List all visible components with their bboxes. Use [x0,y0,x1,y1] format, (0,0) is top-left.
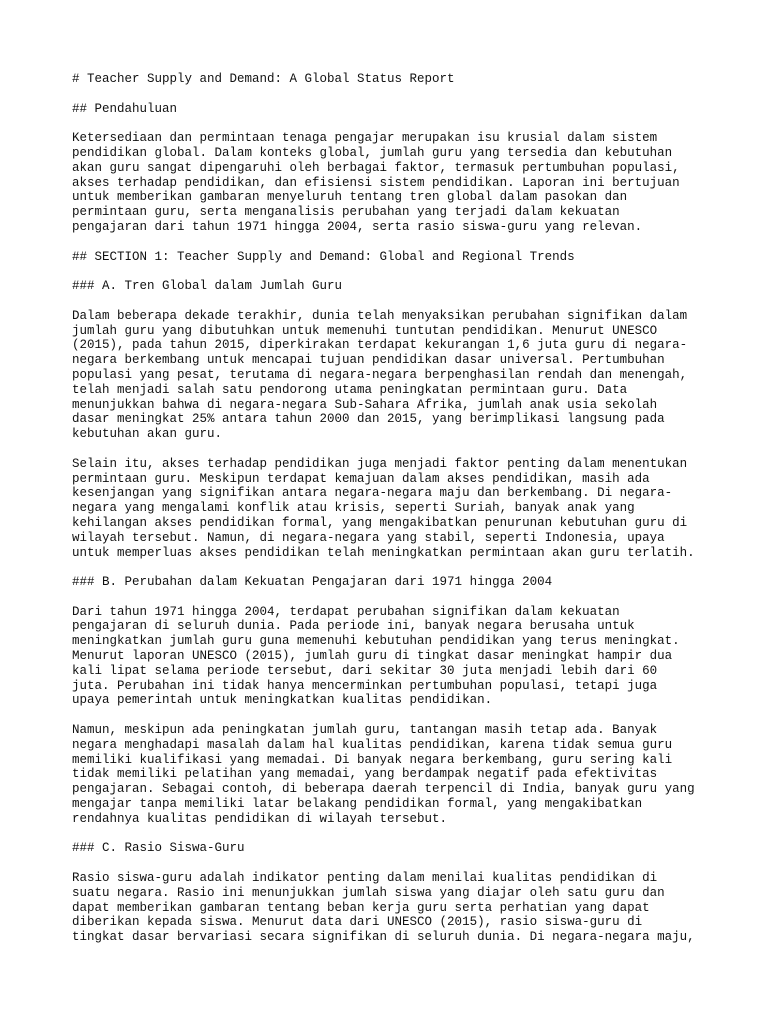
subsection-a-paragraph-2: Selain itu, akses terhadap pendidikan juga menjadi faktor penting dalam menentukan permintaan guru. Meskipun terdapat kemajuan dalam akses pendidikan, masih ada kesenjangan yang signifikan antara negara-negara maju dan berkembang. Di negara- negara yang mengalami konflik atau krisis, seperti Suriah, banyak anak yang kehilangan akses pendidikan formal, yang mengakibatkan penurunan kebutuhan guru di wilayah tersebut. Namun, di negara-negara yang stabil, seperti Indonesia, upaya untuk memperluas akses pendidikan telah meningkatkan permintaan akan guru terlatih. [72,456,695,560]
subsection-a-heading: ### A. Tren Global dalam Jumlah Guru [72,279,343,294]
section1-heading: ## SECTION 1: Teacher Supply and Demand: Global and Regional Trends [72,249,575,264]
intro-heading: ## Pendahuluan [72,101,178,116]
subsection-b-paragraph-1: Dari tahun 1971 hingga 2004, terdapat perubahan signifikan dalam kekuatan pengajaran di seluruh dunia. Pada periode ini, banyak negara berusaha untuk meningkatkan jumlah guru guna memenuhi kebutuhan pendidikan yang terus meningkat. Menurut laporan UNESCO (2015), jumlah guru di tingkat dasar meningkat hampir dua kali lipat selama periode tersebut, dari sekitar 30 juta menjadi lebih dari 60 juta. Perubahan ini tidak hanya mencerminkan pertumbuhan populasi, tetapi juga upaya pemerintah untuk meningkatkan kualitas pendidikan. [72,604,680,708]
subsection-c-paragraph-1: Rasio siswa-guru adalah indikator penting dalam menilai kualitas pendidikan di suatu negara. Rasio ini menunjukkan jumlah siswa yang diajar oleh satu guru dan dapat memberikan gambaran tentang beban kerja guru serta perhatian yang dapat diberikan kepada siswa. Menurut data dari UNESCO (2015), rasio siswa-guru di tingkat dasar bervariasi secara signifikan di seluruh dunia. Di negara-negara maju, [72,871,695,945]
subsection-b-paragraph-2: Namun, meskipun ada peningkatan jumlah guru, tantangan masih tetap ada. Banyak negara menghadapi masalah dalam hal kualitas pendidikan, karena tidak semua guru memiliki kualifikasi yang memadai. Di banyak negara berkembang, guru sering kali tidak memiliki pelatihan yang memadai, yang berdampak negatif pada efektivitas pengajaran. Sebagai contoh, di beberapa daerah terpencil di India, banyak guru yang mengajar tanpa memiliki latar belakang pendidikan formal, yang mengakibatkan rendahnya kualitas pendidikan di wilayah tersebut. [72,723,695,826]
document-title: # Teacher Supply and Demand: A Global Status Report [72,72,455,86]
intro-paragraph: Ketersediaan dan permintaan tenaga pengajar merupakan isu krusial dalam sistem pendidikan global. Dalam konteks global, jumlah guru yang tersedia dan kebutuhan akan guru sangat dipengaruhi oleh berbagai faktor, termasuk pertumbuhan populasi, akses terhadap pendidikan, dan efisiensi sistem pendidikan. Laporan ini bertujuan untuk memberikan gambaran menyeluruh tentang tren global dalam pasokan dan permintaan guru, serta menganalisis perubahan yang terjadi dalam kekuatan pengajaran dari tahun 1971 hingga 2004, serta rasio siswa-guru yang relevan. [72,131,680,234]
subsection-c-heading: ### C. Rasio Siswa-Guru [72,841,245,856]
subsection-a-paragraph-1: Dalam beberapa dekade terakhir, dunia telah menyaksikan perubahan signifikan dalam jumlah guru yang dibutuhkan untuk memenuhi tuntutan pendidikan. Menurut UNESCO (2015), pada tahun 2015, diperkirakan terdapat kekurangan 1,6 juta guru di negara- negara berkembang untuk mencapai tujuan pendidikan dasar universal. Pertumbuhan populasi yang pesat, terutama di negara-negara berpenghasilan rendah dan menengah, telah menjadi salah satu pendorong utama peningkatan permintaan guru. Data menunjukkan bahwa di negara-negara Sub-Sahara Afrika, jumlah anak usia sekolah dasar meningkat 25% antara tahun 2000 dan 2015, yang berimplikasi langsung pada kebutuhan akan guru. [72,308,688,442]
document-page [72,72,712,945]
subsection-b-heading: ### B. Perubahan dalam Kekuatan Pengajaran dari 1971 hingga 2004 [72,575,553,590]
